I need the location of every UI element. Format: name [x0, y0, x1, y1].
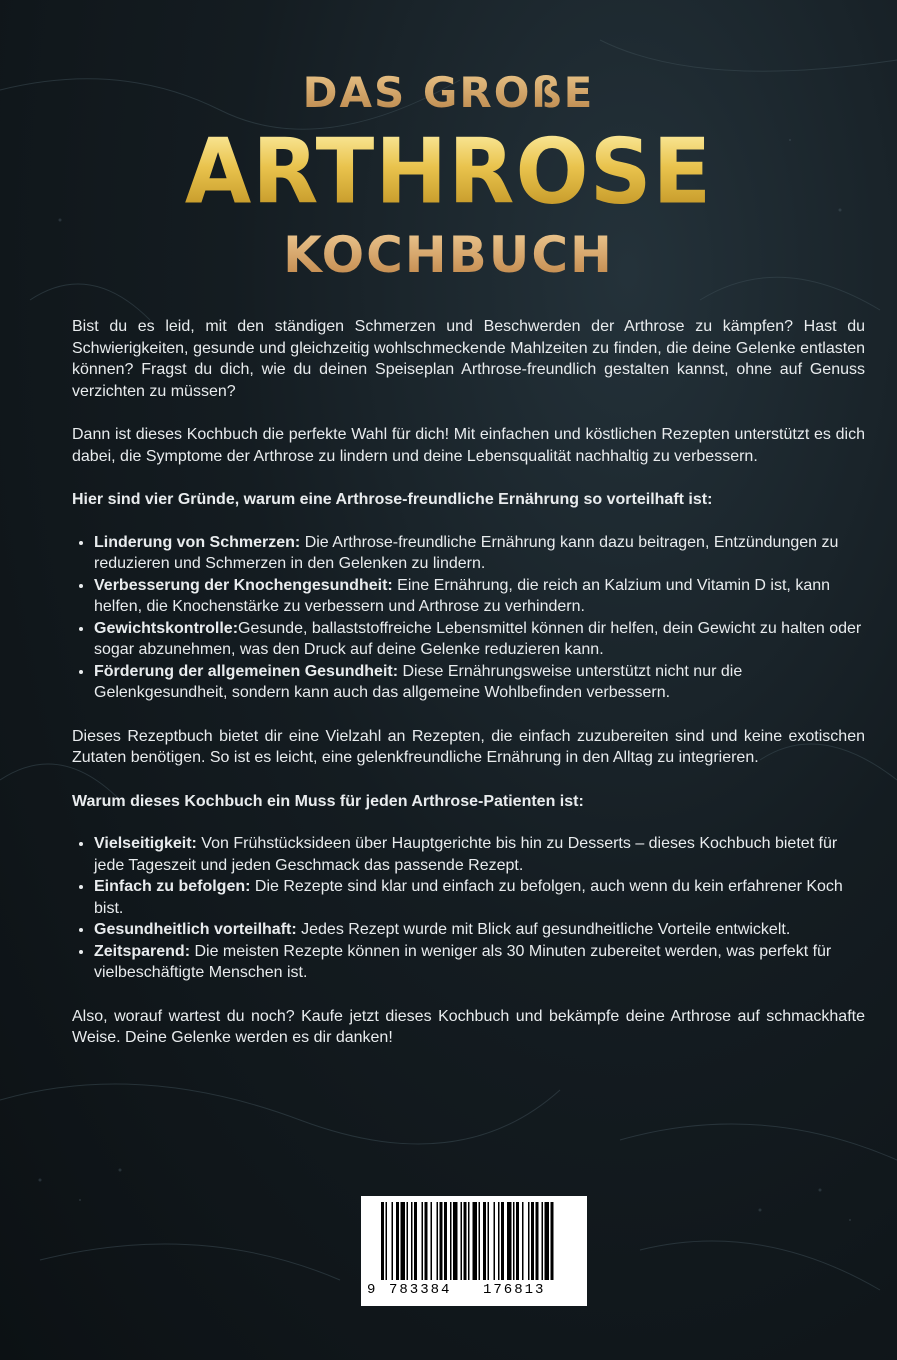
- barcode-bar: [501, 1202, 504, 1280]
- cover-title: [0, 62, 897, 290]
- intro-paragraph-2: Dann ist dieses Kochbuch die perfekte Wahl für dich! Mit einfachen und köstlichen Rezepten unterstützt es dich dabei, die Symptome der Arthrose zu lindern und deine Lebensqualität nachhaltig zu verbessern.: [72, 426, 865, 465]
- barcode-bar: [536, 1202, 539, 1280]
- barcode-bar: [545, 1202, 550, 1280]
- list-item: [94, 941, 865, 984]
- barcode-bar: [473, 1202, 478, 1280]
- barcode-group-left: 783384: [389, 1282, 452, 1298]
- barcode-bar: [453, 1202, 458, 1280]
- list-item-text: Die meisten Rezepte können in weniger als 30 Minuten zubereitet werden, was perfekt für vielbeschäftigte Menschen ist.: [94, 942, 832, 981]
- isbn-barcode: [361, 1196, 587, 1306]
- list-item-label: Linderung von Schmerzen:: [94, 533, 301, 551]
- list-item-text: Die Arthrose-freundliche Ernährung kann dazu beitragen, Entzündungen zu reduzieren und Schmerzen in den Gelenken zu lindern.: [94, 533, 839, 572]
- list-item: [94, 876, 865, 919]
- barcode-bar: [431, 1202, 433, 1280]
- section-2-list: [72, 833, 865, 984]
- list-item-label: Förderung der allgemeinen Gesundheit:: [94, 662, 399, 680]
- barcode-bar: [411, 1202, 413, 1280]
- barcode-bar: [516, 1202, 519, 1280]
- list-item: [94, 833, 865, 876]
- barcode-bars: [361, 1196, 587, 1286]
- closing-paragraph: Also, worauf wartest du noch? Kaufe jetzt dieses Kochbuch und bekämpfe deine Arthrose auf schmackhafte Weise. Deine Gelenke werden es dir danken!: [72, 1007, 865, 1046]
- list-item-label: Einfach zu befolgen:: [94, 878, 251, 895]
- title-line-3: KOCHBUCH: [0, 220, 897, 290]
- barcode-bar: [425, 1202, 428, 1280]
- list-item-label: Vielseitigkeit:: [94, 835, 197, 852]
- barcode-bar: [437, 1202, 439, 1280]
- barcode-bar: [414, 1202, 417, 1280]
- list-item-text: Gesunde, ballaststoffreiche Lebensmittel können dir helfen, dein Gewicht zu halten oder sogar abzunehmen, was den Druck auf deine Gelenke reduzieren kann.: [94, 619, 862, 658]
- list-item: [94, 919, 865, 941]
- section-1-heading: Hier sind vier Gründe, warum eine Arthrose-freundliche Ernährung so vorteilhaft ist:: [72, 491, 713, 508]
- intro-paragraph-1: Bist du es leid, mit den ständigen Schmerzen und Beschwerden der Arthrose zu kämpfen? Hast du Schwierigkeiten, gesunde und gleichzeitig wohlschmeckende Mahlzeiten zu finden, die deine Gelenke entlasten können? Fragst du dich, wie du deinen Speiseplan Arthrose-freundlich gestalten kannst, ohne auf Genuss verzichten zu müssen?: [72, 318, 865, 400]
- section-1-list: [72, 532, 865, 704]
- barcode-bar: [444, 1202, 447, 1280]
- barcode-bar: [513, 1202, 515, 1280]
- title-line-1: DAS GROßE: [0, 62, 897, 124]
- barcode-bar: [522, 1202, 524, 1280]
- barcode-bar: [551, 1202, 554, 1280]
- barcode-bar: [494, 1202, 496, 1280]
- list-item-text: Diese Ernährungsweise unterstützt nicht nur die Gelenkgesundheit, sondern kann auch das allgemeine Wohlbefinden verbessern.: [94, 662, 743, 701]
- barcode-digits: [361, 1282, 587, 1302]
- barcode-bar: [464, 1202, 467, 1280]
- barcode-bar: [440, 1202, 443, 1280]
- list-item: [94, 575, 865, 618]
- barcode-bar: [483, 1202, 486, 1280]
- barcode-bar: [401, 1202, 406, 1280]
- barcode-bar: [422, 1202, 424, 1280]
- list-item-label: Zeitsparend:: [94, 942, 191, 960]
- barcode-bar: [392, 1202, 394, 1280]
- barcode-bar: [407, 1202, 409, 1280]
- barcode-bar: [488, 1202, 490, 1280]
- barcode-bar: [386, 1202, 388, 1280]
- list-item-text: Die Rezepte sind klar und einfach zu befolgen, auch wenn du kein erfahrener Koch bist.: [94, 878, 843, 917]
- barcode-bar: [498, 1202, 500, 1280]
- list-item-label: Gesundheitlich vorteilhaft:: [94, 921, 297, 938]
- barcode-bar: [479, 1202, 481, 1280]
- list-item: [94, 661, 865, 704]
- barcode-bar: [507, 1202, 512, 1280]
- barcode-bar: [450, 1202, 452, 1280]
- barcode-bar: [461, 1202, 463, 1280]
- barcode-bar: [396, 1202, 399, 1280]
- barcode-bar: [542, 1202, 544, 1280]
- list-item-text: Von Frühstücksideen über Hauptgerichte bis hin zu Desserts – dieses Kochbuch bietet für jede Tageszeit und jeden Geschmack das passende Rezept.: [94, 835, 838, 874]
- list-item-text: Jedes Rezept wurde mit Blick auf gesundheitliche Vorteile entwickelt.: [296, 921, 791, 938]
- list-item-label: Gewichtskontrolle:: [94, 619, 239, 637]
- barcode-bar: [531, 1202, 534, 1280]
- barcode-group-right: 176813: [483, 1282, 546, 1298]
- list-item-label: Verbesserung der Knochengesundheit:: [94, 576, 393, 594]
- list-item: [94, 618, 865, 661]
- back-cover-text: [72, 316, 865, 1071]
- barcode-bar: [468, 1202, 470, 1280]
- section-2-heading: Warum dieses Kochbuch ein Muss für jeden Arthrose-Patienten ist:: [72, 792, 584, 810]
- middle-paragraph: Dieses Rezeptbuch bietet dir eine Vielzahl an Rezepten, die einfach zuzubereiten sind und keine exotischen Zutaten benötigen. So ist es leicht, eine gelenkfreundliche Ernährung in den Alltag zu integrieren.: [72, 727, 865, 766]
- barcode-digit-first: 9: [367, 1282, 376, 1298]
- barcode-bar: [381, 1202, 384, 1280]
- list-item-text: Eine Ernährung, die reich an Kalzium und Vitamin D ist, kann helfen, die Knochenstärke zu verbessern und Arthrose zu verhindern.: [94, 576, 831, 615]
- barcode-bar: [528, 1202, 530, 1280]
- list-item: [94, 532, 865, 575]
- title-line-2: ARTHROSE: [0, 122, 897, 223]
